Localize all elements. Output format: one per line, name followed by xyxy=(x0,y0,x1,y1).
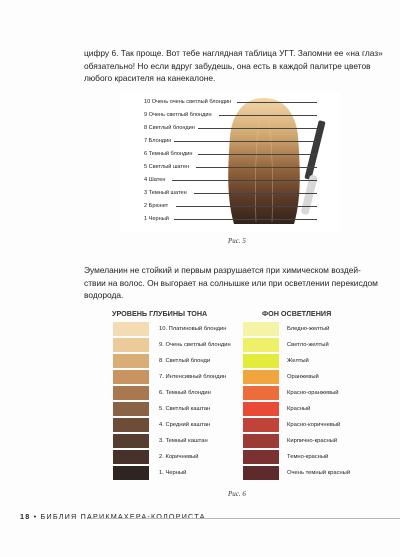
swatch-label: 1. Черный xyxy=(159,470,187,476)
lightening-swatch xyxy=(243,322,279,336)
level-row xyxy=(144,187,187,198)
lightening-background-heading: ФОН ОСВЕТЛЕНИЯ xyxy=(262,309,332,318)
level-label: 7 Блондин xyxy=(144,137,172,144)
figure-caption: Рис. 6 xyxy=(228,490,246,498)
text-line: обязательно! Но если вдруг забудешь, она есть в каждой палитре цветов xyxy=(84,60,371,71)
level-label: 3 Темный шатен xyxy=(144,189,187,196)
level-label: 2 Брюнет xyxy=(144,202,169,209)
lightening-swatch xyxy=(243,370,279,384)
tone-depth-swatch xyxy=(113,434,149,448)
figure-caption: Рис. 5 xyxy=(228,237,246,245)
level-label: 10 Очень очень светлый блондин xyxy=(144,98,232,105)
tone-depth-swatch xyxy=(113,386,149,400)
lightening-swatch xyxy=(243,354,279,368)
level-row xyxy=(144,122,195,133)
swatch-label: 5. Светлый каштан xyxy=(159,406,211,412)
tone-depth-swatch xyxy=(113,402,149,416)
swatch-label: Очень темный красный xyxy=(287,470,351,476)
level-label: 5 Светлый шатен xyxy=(144,163,190,170)
level-scale xyxy=(144,96,314,221)
page-footer xyxy=(20,512,206,521)
book-title: БИБЛИЯ ПАРИКМАХЕРА-КОЛОРИСТА xyxy=(40,512,206,521)
level-row xyxy=(144,161,189,172)
lightening-swatch xyxy=(243,386,279,400)
text-line: водорода. xyxy=(84,290,124,301)
swatch-label: 8. Светлый блонди xyxy=(159,358,211,364)
level-row xyxy=(144,213,169,224)
level-label: 4 Шатен xyxy=(144,176,166,183)
text-line: ствии на волос. Он выгорает на солнышке или при осветлении перекисдом xyxy=(84,277,378,288)
tone-depth-swatch xyxy=(113,450,149,464)
body-paragraph xyxy=(84,264,384,302)
page-number: 18 xyxy=(20,512,31,521)
lightening-swatch xyxy=(243,338,279,352)
level-label: 1 Черный xyxy=(144,215,169,222)
level-row xyxy=(144,135,171,146)
tone-depth-swatch xyxy=(113,322,149,336)
level-label: 9 Очень светлый блондин xyxy=(144,111,212,118)
swatch-label: 3. Темный каштан xyxy=(159,438,208,444)
lightening-swatch xyxy=(243,450,279,464)
level-row xyxy=(144,200,168,211)
text-line: любого красителя на канекалоне. xyxy=(84,73,216,84)
level-label: 6 Темный блондин xyxy=(144,150,193,157)
level-row xyxy=(144,96,231,107)
tone-depth-swatch xyxy=(113,354,149,368)
swatch-label: Кирпично-красный xyxy=(287,438,338,444)
swatch-label: 10. Платиновый блондин xyxy=(159,326,227,332)
level-label: 8 Светлый блондин xyxy=(144,124,195,131)
swatch-label: 4. Средний каштан xyxy=(159,422,211,428)
swatch-label: 7. Интенсивный блондин xyxy=(159,374,227,380)
text-line: Эумеланин не стойкий и первым разрушается при химическом воздей- xyxy=(84,265,361,275)
tone-depth-swatch xyxy=(113,338,149,352)
level-row xyxy=(144,174,165,185)
tone-depth-heading: УРОВЕНЬ ГЛУБИНЫ ТОНА xyxy=(112,309,208,318)
swatch-label: Красно-оранжевый xyxy=(287,390,339,396)
swatch-label: 2. Коричневый xyxy=(159,454,199,460)
footer-rule xyxy=(88,518,400,519)
tone-depth-swatch xyxy=(113,370,149,384)
intro-paragraph xyxy=(84,47,384,85)
lightening-swatch xyxy=(243,434,279,448)
text-line: цифру 6. Так проще. Вот тебе наглядная таблица УГТ. Запомни ее «на глаз» xyxy=(84,48,383,58)
swatch-label: Красно-коричневый xyxy=(287,422,341,428)
lightening-swatch xyxy=(243,418,279,432)
swatch-label: Красный xyxy=(287,406,311,412)
lightening-swatch xyxy=(243,402,279,416)
level-row xyxy=(144,148,192,159)
swatch-label: Желтый xyxy=(287,358,309,364)
swatch-label: 9. Очень светлый блондин xyxy=(159,342,231,348)
swatch-label: Темно-красный xyxy=(287,454,329,460)
footer-bullet: • xyxy=(33,512,38,521)
tone-depth-swatch xyxy=(113,466,149,480)
level-row xyxy=(144,109,212,120)
swatch-label: 6. Темный блондин xyxy=(159,390,211,396)
tone-depth-swatch xyxy=(113,418,149,432)
swatch-label: Оранжевый xyxy=(287,374,319,380)
swatch-label: Бледно-желтый xyxy=(287,326,330,332)
lightening-swatch xyxy=(243,466,279,480)
swatch-label: Светло-желтый xyxy=(287,342,329,348)
